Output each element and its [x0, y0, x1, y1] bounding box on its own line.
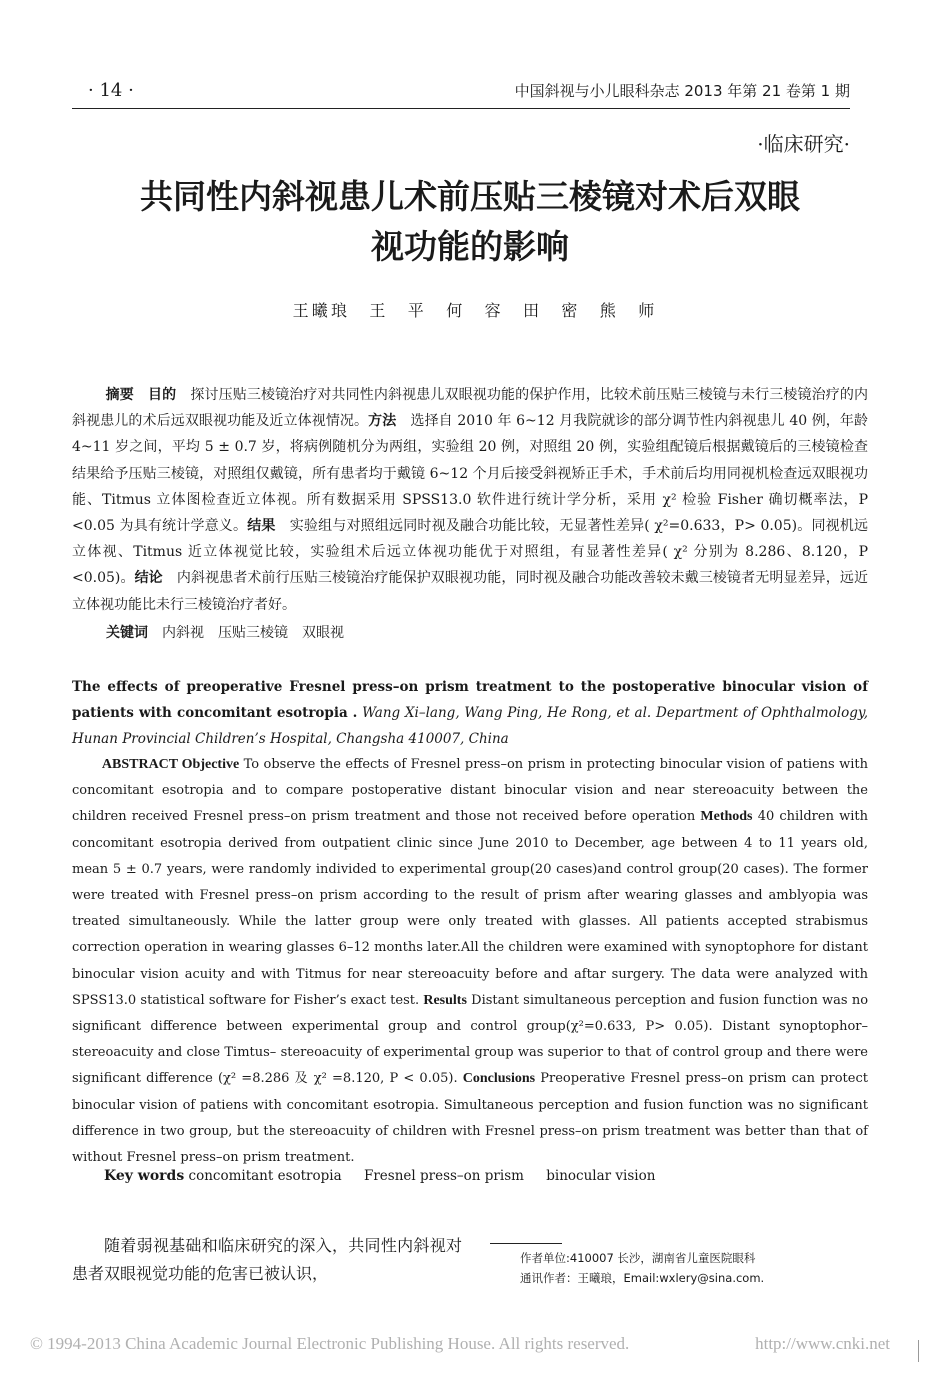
title-line-2: 视功能的影响: [371, 227, 569, 266]
conclusions-label: 结论: [134, 570, 163, 587]
en-results-text: Distant simultaneous perception and fusion function was no significant difference between experimental group and control group(χ²=0.633, P> 0.05). Distant synoptophor–stereoacuity and close Timtus– stereoacuity of experimental group was superior to that of control group and there were significant difference (χ² =8.286 及 χ² =8.120, P < 0.05).: [72, 992, 869, 1087]
body-paragraph: 随着弱视基础和临床研究的深入，共同性内斜视对患者双眼视觉功能的危害已被认识，: [72, 1236, 462, 1283]
copyright-notice: [30, 1334, 920, 1354]
header-rule: [72, 108, 850, 109]
page-number: · 14 ·: [88, 80, 134, 101]
abstract-label: 摘要: [105, 387, 134, 403]
footnote: [520, 1248, 764, 1288]
objective-text: 探讨压贴三棱镜治疗对共同性内斜视患儿双眼视功能的保护作用，比较术前压贴三棱镜与未行三棱镜治疗的内斜视患儿的术后远双眼视功能及近立体视情况。: [72, 387, 869, 430]
copyright-url[interactable]: http://www.cnki.net: [755, 1334, 890, 1353]
footnote-affiliation: 作者单位:410007 长沙，湖南省儿童医院眼科: [520, 1251, 756, 1265]
keywords-items: 内斜视 压贴三棱镜 双眼视: [162, 625, 344, 641]
en-keyword-1: concomitant esotropia: [188, 1168, 342, 1184]
en-objective-label: ABSTRACT Objective: [101, 757, 240, 772]
english-byline: Wang Xi–lang, Wang Ping, He Rong, et al. Department of Ophthalmology, Hunan Provincial Children’s Hospital, Changsha 410007, China: [72, 705, 869, 747]
margin-mark: [918, 1340, 920, 1362]
copyright-text: © 1994-2013 China Academic Journal Electronic Publishing House. All rights reserved.: [30, 1334, 630, 1353]
keywords-chinese: [106, 622, 344, 642]
en-objective-text: To observe the effects of Fresnel press–on prism in protecting binocular vision of patiens with concomitant esotropia and to compare postoperative distant binocular vision and near stereoacuity between the children received Fresnel press–on prism treatment and those not received before operation: [72, 757, 869, 825]
results-text: 实验组与对照组远同时视及融合功能比较，无显著性差异( χ²=0.633，P> 0.05)。同视机远立体视、Titmus 近立体视觉比较，实验组术后远立体视功能优于对照组，有显著性差异( χ² 分别为 8.286、8.120，P <0.05)。: [72, 518, 869, 587]
abstract-chinese: [72, 382, 868, 618]
article-title: [60, 172, 880, 272]
en-keywords-label: Key words: [104, 1168, 185, 1184]
methods-label: 方法: [368, 413, 397, 430]
en-methods-text: 40 children with concomitant esotropia derived from outpatient clinic since June 2010 to December, age between 4 to 11 years old, mean 5 ± 0.7 years, were randomly individed to experimental group(20 cases)and control group(20 cases). The former were treated with Fresnel press–on prism according to the result of prism after wearing glasses and amblyopia was treated simultaneously. While the latter group were only treated with glasses. All patients accepted strabismus correction operation in wearing glasses 6–12 months later.All the children were examined with synoptophore for distant binocular vision acuity and with Titmus for near stereoacuity before and aftar surgery. The data were analyzed with SPSS13.0 statistical software for Fisher’s exact test.: [72, 809, 868, 1008]
results-label: 结果: [247, 518, 276, 535]
methods-text: 选择自 2010 年 6~12 月我院就诊的部分调节性内斜视患儿 40 例，年龄 4~11 岁之间，平均 5 ± 0.7 岁，将病例随机分为两组，实验组 20 例，对照组 20 例，实验组配镜后根据戴镜后的三棱镜检查结果给予压贴三棱镜，对照组仅戴镜，所有患者均于戴镜 6~12 个月后接受斜视矫正手术，手术前后均用同视机检查远双眼视功能、Titmus 立体图检查近立体视。所有数据采用 SPSS13.0 软件进行统计学分析，采用 χ² 检验 Fisher 确切概率法，P <0.05 为具有统计学意义。: [72, 413, 869, 535]
en-results-label: Results: [423, 992, 467, 1008]
en-methods-label: Methods: [700, 809, 753, 825]
footnote-rule: [490, 1243, 562, 1244]
english-title-block: The effects of preoperative Fresnel press–on prism treatment to the postoperative binocular vision of patients with concomitant esotropia . Wang Xi–lang, Wang Ping, He Rong, et al. Department of Ophthalmology, Hunan Provincial Children’s Hospital, Changsha 410007, China: [72, 679, 869, 747]
en-conclusions-label: Conclusions: [462, 1071, 536, 1087]
keywords-label: 关键词: [106, 625, 148, 641]
english-title: The effects of preoperative Fresnel press–on prism treatment to the postoperative binocular vision of patients with concomitant esotropia: [72, 679, 868, 721]
section-label: ·临床研究·: [757, 132, 850, 156]
title-line-1: 共同性内斜视患儿术前压贴三棱镜对术后双眼: [140, 177, 800, 216]
keywords-english: [104, 1168, 655, 1184]
abstract-english: [72, 752, 868, 1171]
author-list: 王曦琅 王 平 何 容 田 密 熊 师: [292, 301, 658, 320]
footnote-correspondence: 通讯作者：王曦琅，Email:wxlery@sina.com.: [520, 1271, 765, 1285]
en-conclusions-text: Preoperative Fresnel press–on prism can protect binocular vision of patiens with concomitant esotropia. Simultaneous perception and fusion function was no significant difference in two group, but the stereoacuity of children with Fresnel press–on prism treatment was better than that of without Fresnel press–on prism treatment.: [72, 1071, 868, 1166]
conclusions-text: 内斜视患者术前行压贴三棱镜治疗能保护双眼视功能，同时视及融合功能改善较未戴三棱镜者无明显差异，远近立体视功能比未行三棱镜治疗者好。: [72, 570, 868, 613]
objective-label: 目的: [147, 387, 177, 403]
en-keyword-2: Fresnel press–on prism: [363, 1168, 524, 1184]
journal-header: 中国斜视与小儿眼科杂志 2013 年第 21 卷第 1 期: [514, 82, 850, 100]
en-keyword-3: binocular vision: [546, 1168, 656, 1184]
